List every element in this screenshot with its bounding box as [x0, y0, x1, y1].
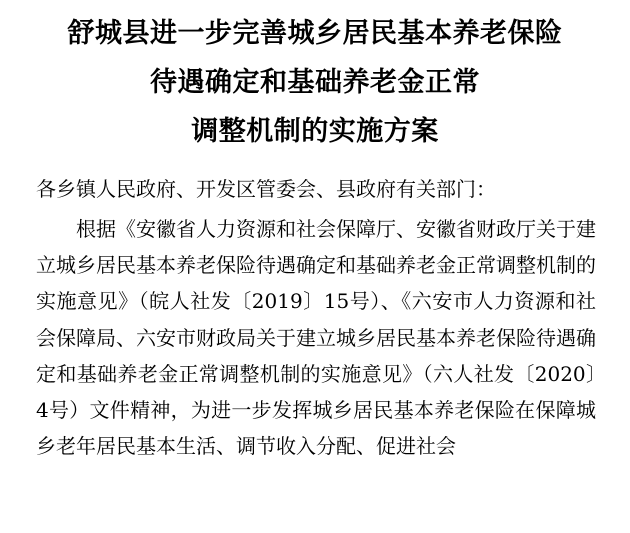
title-line-1: 舒城县进一步完善城乡居民基本养老保险 — [67, 18, 563, 49]
title-line-2: 待遇确定和基础养老金正常 — [150, 67, 480, 98]
body-paragraph: 根据《安徽省人力资源和社会保障厅、安徽省财政厅关于建立城乡居民基本养老保险待遇确定和基础养老金正常调整机制的实施意见》（皖人社发〔2019〕15号）、《六安市人力资源和社会保障局、六安市财政局关于建立城乡居民基本养老保险待遇确定和基础养老金正常调整机制的实施意见》（六人社发〔2020〕4号）文件精神，为进一步发挥城乡居民基本养老保险在保障城乡老年居民基本生活、调节收入分配、促进社会 — [36, 217, 596, 459]
salutation: 各乡镇人民政府、开发区管委会、县政府有关部门： — [36, 177, 496, 201]
title-line-3: 调整机制的实施方案 — [191, 116, 439, 147]
